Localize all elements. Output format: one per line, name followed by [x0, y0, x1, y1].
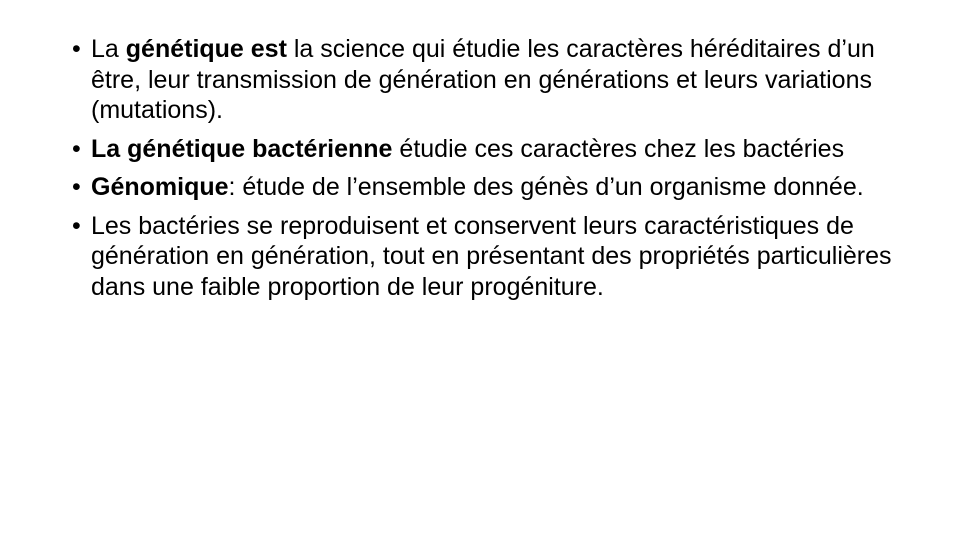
- bullet-text-definition: la science qui étudie les caractères héréditaires d’un être, leur transmission de génération en générations et leurs variations (mutations).: [91, 35, 875, 124]
- bullet-text-plain: Les bactéries se reproduisent et conservent leurs caractéristiques de génération en génération, tout en présentant des propriétés particulières dans une faible proportion de leur progéniture.: [91, 211, 892, 301]
- bullet-text-definition: : étude de l’ensemble des génès d’un organisme donnée.: [228, 173, 864, 201]
- bullet-item-genetique: [72, 34, 892, 126]
- bullet-icon: •: [72, 35, 81, 63]
- bullet-list: [72, 34, 892, 310]
- bullet-term-genomique: Génomique: [91, 173, 229, 201]
- bullet-item-genomique: [72, 172, 892, 203]
- bullet-icon: •: [72, 134, 81, 163]
- bullet-icon: •: [72, 211, 81, 240]
- bullet-text-definition: étudie ces caractères chez les bactéries: [392, 134, 845, 163]
- bullet-text-plain: La: [91, 35, 126, 63]
- bullet-term-genetique: génétique est: [125, 35, 287, 63]
- bullet-icon: •: [72, 173, 81, 201]
- bullet-item-genetique-bacterienne: [72, 134, 892, 165]
- bullet-term-genetique-bacterienne: La génétique bactérienne: [91, 134, 393, 163]
- bullet-item-reproduction: [72, 211, 892, 303]
